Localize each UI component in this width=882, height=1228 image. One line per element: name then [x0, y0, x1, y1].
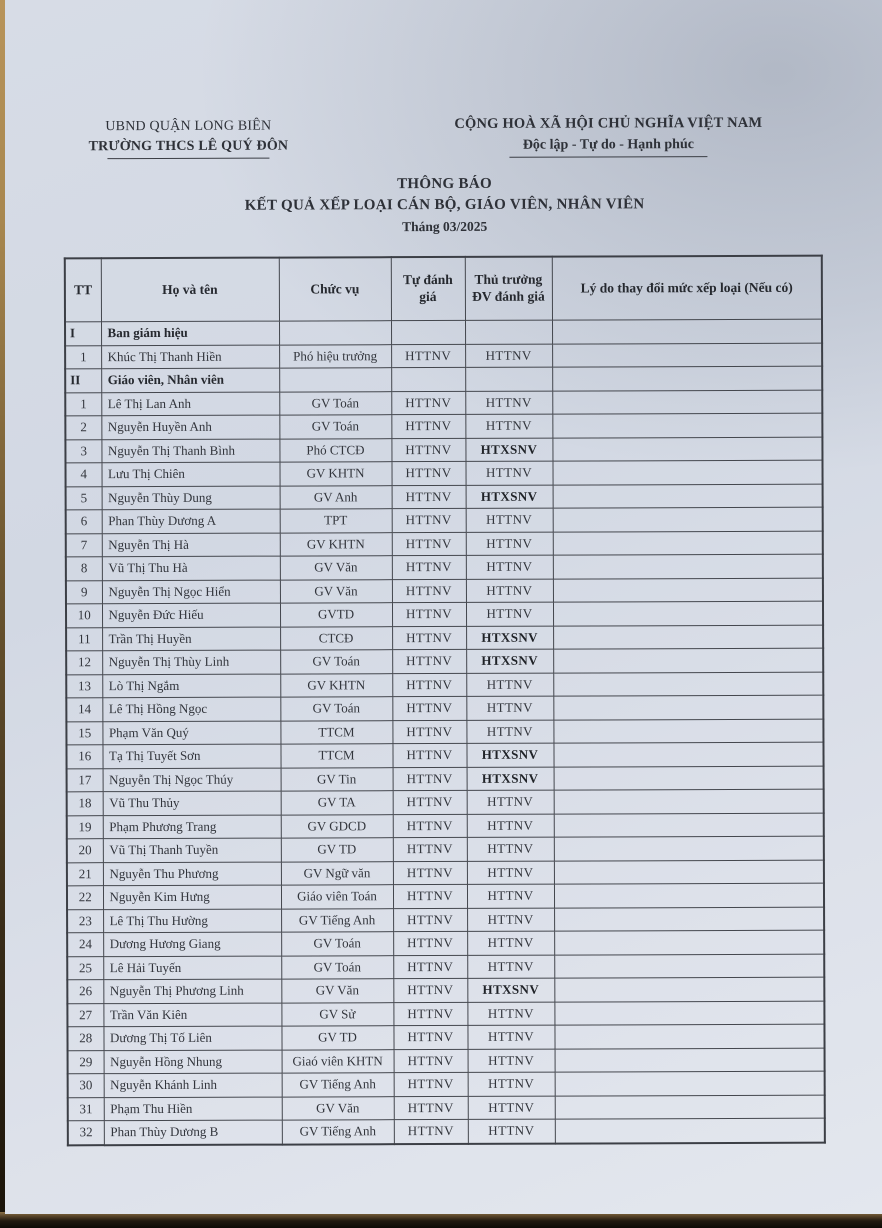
cell-head-rating: HTXSNV [466, 649, 553, 673]
cell-self-rating: HTTNV [391, 438, 465, 462]
cell-tt: 12 [66, 651, 102, 675]
cell-head-rating: HTTNV [465, 391, 552, 415]
national-motto-block [418, 115, 798, 159]
cell-head-rating: HTTNV [465, 344, 552, 368]
cell-self-rating: HTTNV [393, 767, 467, 791]
table-row [67, 1001, 824, 1027]
cell-tt: 32 [68, 1121, 104, 1145]
cell-head-rating: HTTNV [467, 1025, 554, 1049]
cell-name: Phan Thùy Dương B [104, 1120, 282, 1145]
cell-name: Nguyễn Thị Hà [102, 533, 280, 557]
cell-role: GV Toán [280, 650, 392, 674]
cell-self-rating: HTTNV [391, 414, 465, 438]
cell-reason [552, 460, 822, 484]
cell-tt: 31 [68, 1097, 104, 1121]
cell-tt: 26 [67, 980, 103, 1004]
table-row [66, 507, 823, 533]
cell-role: GV Toán [279, 415, 391, 439]
issuer-line2: TRƯỜNG THCS LÊ QUÝ ĐÔN [88, 138, 289, 155]
cell-reason [553, 578, 823, 602]
table-row [67, 930, 824, 956]
table-row [66, 554, 823, 580]
issuer-underline [108, 158, 269, 160]
cell-self-rating: HTTNV [392, 720, 466, 744]
header-self-rating: Tự đánh giá [391, 257, 465, 321]
document-title-block [3, 174, 882, 236]
cell-reason [555, 1118, 825, 1143]
title-line2: KẾT QUẢ XẾP LOẠI CÁN BỘ, GIÁO VIÊN, NHÂN VIÊN [244, 196, 645, 214]
cell-self-rating: HTTNV [392, 579, 466, 603]
cell-name: Ban giám hiệu [101, 321, 279, 345]
header-tt: TT [65, 258, 101, 322]
cell-name: Nguyễn Khánh Linh [104, 1073, 282, 1097]
cell-self-rating: HTTNV [393, 837, 467, 861]
cell-head-rating: HTXSNV [466, 485, 553, 509]
document-content [3, 0, 882, 1216]
cell-reason [553, 719, 823, 743]
issuer-block [58, 118, 318, 159]
cell-reason [554, 1024, 824, 1048]
paper-sheet [5, 0, 882, 1214]
cell-self-rating: HTTNV [394, 1096, 468, 1120]
cell-head-rating: HTXSNV [467, 978, 554, 1002]
cell-self-rating: HTTNV [393, 814, 467, 838]
cell-reason [554, 1001, 824, 1025]
cell-reason [552, 319, 822, 343]
table-row [66, 625, 823, 651]
table-row [68, 1071, 825, 1097]
cell-tt: 19 [67, 815, 103, 839]
cell-tt: 23 [67, 909, 103, 933]
cell-head-rating: HTTNV [465, 461, 552, 485]
cell-name: Nguyễn Thị Thanh Bình [101, 439, 279, 463]
cell-self-rating: HTTNV [392, 602, 466, 626]
cell-name: Nguyễn Kim Hưng [103, 885, 281, 909]
cell-role: Giaó viên KHTN [282, 1049, 394, 1073]
cell-name: Lưu Thị Chiên [101, 462, 279, 486]
table-row [66, 531, 823, 557]
table-header-row [65, 256, 822, 322]
header-head-rating: Thủ trưởng ĐV đánh giá [465, 257, 552, 321]
cell-name: Tạ Thị Tuyết Sơn [102, 744, 280, 768]
cell-name: Phạm Thu Hiền [104, 1097, 282, 1121]
cell-name: Vũ Thị Thanh Tuyền [103, 838, 281, 862]
cell-name: Khúc Thị Thanh Hiền [101, 345, 279, 369]
cell-self-rating: HTTNV [392, 626, 466, 650]
cell-name: Nguyễn Thị Ngọc Hiển [102, 580, 280, 604]
cell-name: Dương Hương Giang [103, 932, 281, 956]
cell-role: GV Toán [281, 932, 393, 956]
table-header [65, 256, 822, 322]
cell-name: Phan Thùy Dương A [102, 509, 280, 533]
table-row [67, 836, 824, 862]
cell-name: Phạm Văn Quý [102, 721, 280, 745]
cell-tt: 6 [66, 510, 102, 534]
table-row [66, 672, 823, 698]
cell-self-rating: HTTNV [391, 461, 465, 485]
cell-tt: 29 [68, 1050, 104, 1074]
cell-tt: 18 [67, 792, 103, 816]
cell-head-rating: HTTNV [466, 532, 553, 556]
cell-self-rating: HTTNV [392, 508, 466, 532]
cell-tt: I [65, 322, 101, 346]
cell-self-rating [391, 367, 465, 391]
cell-self-rating: HTTNV [394, 1049, 468, 1073]
cell-reason [553, 648, 823, 672]
cell-role: Phó CTCĐ [279, 438, 391, 462]
table-row [67, 954, 824, 980]
cell-role: GV Tiếng Anh [282, 1073, 394, 1097]
cell-self-rating: HTTNV [392, 649, 466, 673]
cell-reason [552, 437, 822, 461]
cell-role: GVTD [280, 603, 392, 627]
cell-tt: 22 [67, 886, 103, 910]
cell-role: Giáo viên Toán [281, 885, 393, 909]
cell-role: TTCM [280, 720, 392, 744]
cell-name: Lê Thị Lan Anh [101, 392, 279, 416]
cell-role [279, 321, 391, 345]
cell-role: GV TD [281, 838, 393, 862]
cell-role: GV Văn [280, 579, 392, 603]
cell-head-rating [465, 367, 552, 391]
cell-name: Nguyễn Thị Ngọc Thúy [103, 768, 281, 792]
header-role: Chức vụ [279, 257, 391, 321]
cell-head-rating [465, 320, 552, 344]
cell-tt: 17 [67, 768, 103, 792]
cell-head-rating: HTTNV [466, 579, 553, 603]
cell-head-rating: HTXSNV [467, 767, 554, 791]
cell-role: GV Toán [279, 391, 391, 415]
cell-self-rating: HTTNV [394, 1119, 468, 1143]
cell-tt: 8 [66, 557, 102, 581]
cell-reason [553, 484, 823, 508]
table-row [65, 366, 822, 392]
national-motto-line2: Độc lập - Tự do - Hạnh phúc [522, 137, 694, 153]
cell-self-rating: HTTNV [393, 861, 467, 885]
cell-role: GV TD [281, 1026, 393, 1050]
cell-head-rating: HTTNV [467, 955, 554, 979]
cell-reason [552, 390, 822, 414]
cell-reason [554, 977, 824, 1001]
cell-head-rating: HTTNV [468, 1096, 555, 1120]
cell-tt: 30 [68, 1074, 104, 1098]
cell-reason [553, 531, 823, 555]
cell-tt: 28 [67, 1027, 103, 1051]
cell-name: Nguyễn Thị Thùy Linh [102, 650, 280, 674]
cell-tt: 14 [66, 698, 102, 722]
cell-tt: 16 [66, 745, 102, 769]
cell-tt: 20 [67, 839, 103, 863]
cell-role: GV Văn [280, 556, 392, 580]
cell-head-rating: HTTNV [467, 837, 554, 861]
cell-tt: 1 [65, 392, 101, 416]
cell-head-rating: HTTNV [466, 555, 553, 579]
table-row [66, 742, 823, 768]
header-name: Họ và tên [101, 258, 279, 322]
cell-reason [553, 554, 823, 578]
table-row [67, 907, 824, 933]
table-row [67, 813, 824, 839]
cell-self-rating: HTTNV [393, 1002, 467, 1026]
cell-self-rating [391, 320, 465, 344]
table-row [66, 695, 823, 721]
cell-role: GV Toán [281, 955, 393, 979]
cell-role: GV TA [281, 791, 393, 815]
cell-head-rating: HTTNV [466, 602, 553, 626]
cell-head-rating: HTTNV [465, 414, 552, 438]
cell-name: Nguyễn Huyền Anh [101, 415, 279, 439]
cell-head-rating: HTTNV [467, 884, 554, 908]
table-row [66, 601, 823, 627]
cell-head-rating: HTTNV [467, 908, 554, 932]
cell-tt: 10 [66, 604, 102, 628]
cell-reason [554, 813, 824, 837]
title-line1: THÔNG BÁO [397, 175, 492, 193]
cell-reason [553, 507, 823, 531]
cell-head-rating: HTXSNV [466, 743, 553, 767]
table-row [65, 390, 822, 416]
cell-reason [554, 789, 824, 813]
cell-reason [554, 860, 824, 884]
cell-role: GV KHTN [280, 532, 392, 556]
cell-tt: 3 [65, 439, 101, 463]
table-row [66, 648, 823, 674]
cell-role: GV Toán [280, 697, 392, 721]
table-row [66, 578, 823, 604]
cell-self-rating: HTTNV [392, 743, 466, 767]
table-row [66, 484, 823, 510]
cell-self-rating: HTTNV [392, 555, 466, 579]
cell-self-rating: HTTNV [392, 532, 466, 556]
cell-head-rating: HTTNV [467, 931, 554, 955]
cell-self-rating: HTTNV [394, 1072, 468, 1096]
cell-role: GV KHTN [279, 462, 391, 486]
cell-reason [554, 883, 824, 907]
cell-self-rating: HTTNV [393, 931, 467, 955]
cell-head-rating: HTTNV [468, 1072, 555, 1096]
title-month: Tháng 03/2025 [402, 218, 488, 235]
staff-rating-table [64, 255, 826, 1146]
cell-name: Vũ Thị Thu Hà [102, 556, 280, 580]
cell-name: Nguyễn Thùy Dung [102, 486, 280, 510]
cell-name: Trần Thị Huyền [102, 627, 280, 651]
cell-tt: 13 [66, 674, 102, 698]
table-row [68, 1048, 825, 1074]
cell-self-rating: HTTNV [392, 673, 466, 697]
cell-self-rating: HTTNV [391, 391, 465, 415]
cell-reason [554, 836, 824, 860]
cell-head-rating: HTTNV [467, 861, 554, 885]
cell-tt: II [65, 369, 101, 393]
cell-tt: 27 [67, 1003, 103, 1027]
table-row [65, 319, 822, 345]
cell-tt: 4 [65, 463, 101, 487]
cell-role: GV KHTN [280, 673, 392, 697]
table-row [67, 977, 824, 1003]
cell-head-rating: HTTNV [467, 814, 554, 838]
cell-tt: 24 [67, 933, 103, 957]
cell-head-rating: HTTNV [466, 720, 553, 744]
cell-name: Trần Văn Kiên [103, 1003, 281, 1027]
issuer-line1: UBND QUẬN LONG BIÊN [105, 118, 272, 135]
cell-name: Lê Hải Tuyến [103, 956, 281, 980]
cell-name: Lê Thị Hồng Ngọc [102, 697, 280, 721]
cell-name: Vũ Thu Thủy [103, 791, 281, 815]
cell-role: GV Tiếng Anh [282, 1120, 394, 1144]
cell-self-rating: HTTNV [393, 978, 467, 1002]
cell-self-rating: HTTNV [393, 908, 467, 932]
cell-role: GV Anh [280, 485, 392, 509]
cell-role: TTCM [280, 744, 392, 768]
cell-head-rating: HTTNV [466, 696, 553, 720]
table-row [67, 860, 824, 886]
cell-tt: 7 [66, 533, 102, 557]
cell-name: Lê Thị Thu Hường [103, 909, 281, 933]
cell-role: TPT [280, 509, 392, 533]
cell-role: GV Văn [281, 979, 393, 1003]
cell-reason [555, 1095, 825, 1119]
cell-head-rating: HTTNV [467, 1002, 554, 1026]
table-row [65, 437, 822, 463]
cell-reason [553, 672, 823, 696]
cell-head-rating: HTXSNV [465, 438, 552, 462]
cell-reason [553, 695, 823, 719]
cell-role: CTCĐ [280, 626, 392, 650]
cell-self-rating: HTTNV [393, 1025, 467, 1049]
cell-reason [552, 366, 822, 390]
cell-role: GV Văn [282, 1096, 394, 1120]
cell-role: GV Tiếng Anh [281, 908, 393, 932]
cell-reason [552, 343, 822, 367]
cell-role: GV Sử [281, 1002, 393, 1026]
cell-reason [555, 1048, 825, 1072]
cell-name: Dương Thị Tố Liên [103, 1026, 281, 1050]
table-row [67, 883, 824, 909]
table-row [67, 789, 824, 815]
cell-tt: 11 [66, 627, 102, 651]
cell-reason [555, 1071, 825, 1095]
cell-self-rating: HTTNV [392, 696, 466, 720]
staff-table-body [65, 319, 825, 1145]
cell-self-rating: HTTNV [393, 955, 467, 979]
cell-tt: 1 [65, 345, 101, 369]
cell-role: GV Ngữ văn [281, 861, 393, 885]
table-row [66, 719, 823, 745]
cell-name: Lò Thị Ngắm [102, 674, 280, 698]
cell-tt: 25 [67, 956, 103, 980]
table-row [68, 1118, 825, 1145]
cell-reason [554, 766, 824, 790]
cell-reason [553, 742, 823, 766]
cell-head-rating: HTXSNV [466, 626, 553, 650]
cell-name: Phạm Phương Trang [103, 815, 281, 839]
table-row [65, 343, 822, 369]
header-reason: Lý do thay đổi mức xếp loại (Nếu có) [552, 256, 822, 320]
cell-head-rating: HTTNV [467, 790, 554, 814]
table-row [67, 766, 824, 792]
cell-role: Phó hiệu trưởng [279, 344, 391, 368]
cell-reason [554, 930, 824, 954]
cell-reason [552, 413, 822, 437]
national-motto-line1: CỘNG HOÀ XÃ HỘI CHỦ NGHĨA VIỆT NAM [454, 114, 763, 132]
cell-role: GV Tin [281, 767, 393, 791]
cell-role [279, 368, 391, 392]
cell-self-rating: HTTNV [391, 344, 465, 368]
cell-role: GV GDCD [281, 814, 393, 838]
cell-tt: 21 [67, 862, 103, 886]
cell-reason [554, 907, 824, 931]
cell-tt: 15 [66, 721, 102, 745]
cell-reason [553, 601, 823, 625]
motto-underline [510, 156, 708, 158]
cell-head-rating: HTTNV [466, 673, 553, 697]
cell-name: Nguyễn Thu Phương [103, 862, 281, 886]
cell-name: Giáo viên, Nhân viên [101, 368, 279, 392]
cell-head-rating: HTTNV [468, 1049, 555, 1073]
table-row [65, 413, 822, 439]
cell-reason [554, 954, 824, 978]
cell-self-rating: HTTNV [393, 884, 467, 908]
cell-head-rating: HTTNV [468, 1119, 555, 1143]
table-row [65, 460, 822, 486]
cell-name: Nguyễn Thị Phương Linh [103, 979, 281, 1003]
cell-self-rating: HTTNV [393, 790, 467, 814]
cell-self-rating: HTTNV [392, 485, 466, 509]
table-row [67, 1024, 824, 1050]
cell-tt: 2 [65, 416, 101, 440]
table-row [68, 1095, 825, 1121]
cell-name: Nguyễn Đức Hiếu [102, 603, 280, 627]
cell-tt: 5 [66, 486, 102, 510]
cell-name: Nguyễn Hồng Nhung [104, 1050, 282, 1074]
cell-head-rating: HTTNV [466, 508, 553, 532]
cell-reason [553, 625, 823, 649]
cell-tt: 9 [66, 580, 102, 604]
